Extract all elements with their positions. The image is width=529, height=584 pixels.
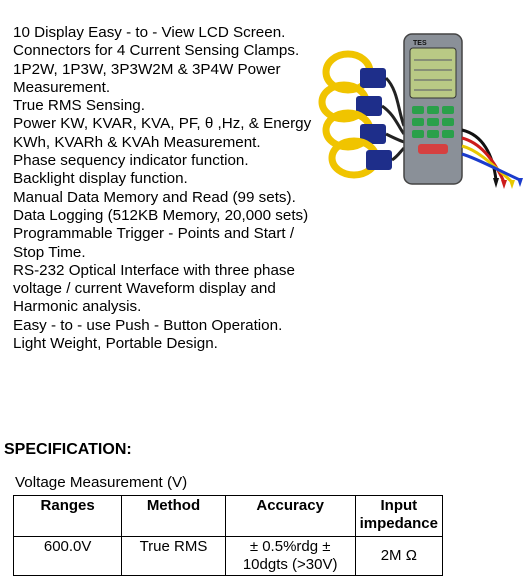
meter-body <box>404 34 462 184</box>
feature-item: Manual Data Memory and Read (99 sets). <box>13 188 296 206</box>
feature-item: Backlight display function. <box>13 170 188 188</box>
feature-item: RS-232 Optical Interface with three phase voltage / current Waveform display and Harmonic analysis. <box>13 261 295 316</box>
features-list <box>13 24 313 353</box>
cell-accuracy: ± 0.5%rdg ± 10dgts (>30V) <box>225 537 355 576</box>
table-caption: Voltage Measurement (V) <box>15 474 188 491</box>
feature-item: Easy - to - use Push - Button Operation. <box>13 316 283 334</box>
feature-item: Connectors for 4 Current Sensing Clamps. <box>13 42 300 60</box>
feature-item: 10 Display Easy - to - View LCD Screen. <box>13 24 286 41</box>
spec-heading: SPECIFICATION: <box>4 441 132 458</box>
feature-item: True RMS Sensing. <box>13 97 145 115</box>
cell-range: 600.0V <box>14 537 122 576</box>
voltage-spec-table <box>13 495 443 576</box>
table-header-row <box>14 496 443 537</box>
power-analyzer-illustration <box>318 30 524 190</box>
feature-item: 1P2W, 1P3W, 3P3W2M & 3P4W Power Measurement. <box>13 60 281 96</box>
header-ranges: Ranges <box>14 496 122 537</box>
product-image <box>318 30 524 190</box>
header-input-impedance: Input impedance <box>355 496 442 537</box>
cell-impedance: 2M Ω <box>355 537 442 576</box>
header-accuracy: Accuracy <box>225 496 355 537</box>
cell-method: True RMS <box>122 537 225 576</box>
feature-item: Light Weight, Portable Design. <box>13 335 218 353</box>
brand-logo: TES <box>413 40 427 47</box>
header-method: Method <box>122 496 225 537</box>
feature-item: Phase sequency indicator function. <box>13 152 249 170</box>
feature-item: Power KW, KVAR, KVA, PF, θ ,Hz, & Energy KWh, KVARh & KVAh Measurement. <box>13 115 312 151</box>
feature-item: Programmable Trigger - Points and Start / Stop Time. <box>13 225 295 261</box>
test-leads-icon <box>462 130 523 189</box>
feature-item: Data Logging (512KB Memory, 20,000 sets) <box>13 206 309 224</box>
table-row <box>14 537 443 576</box>
